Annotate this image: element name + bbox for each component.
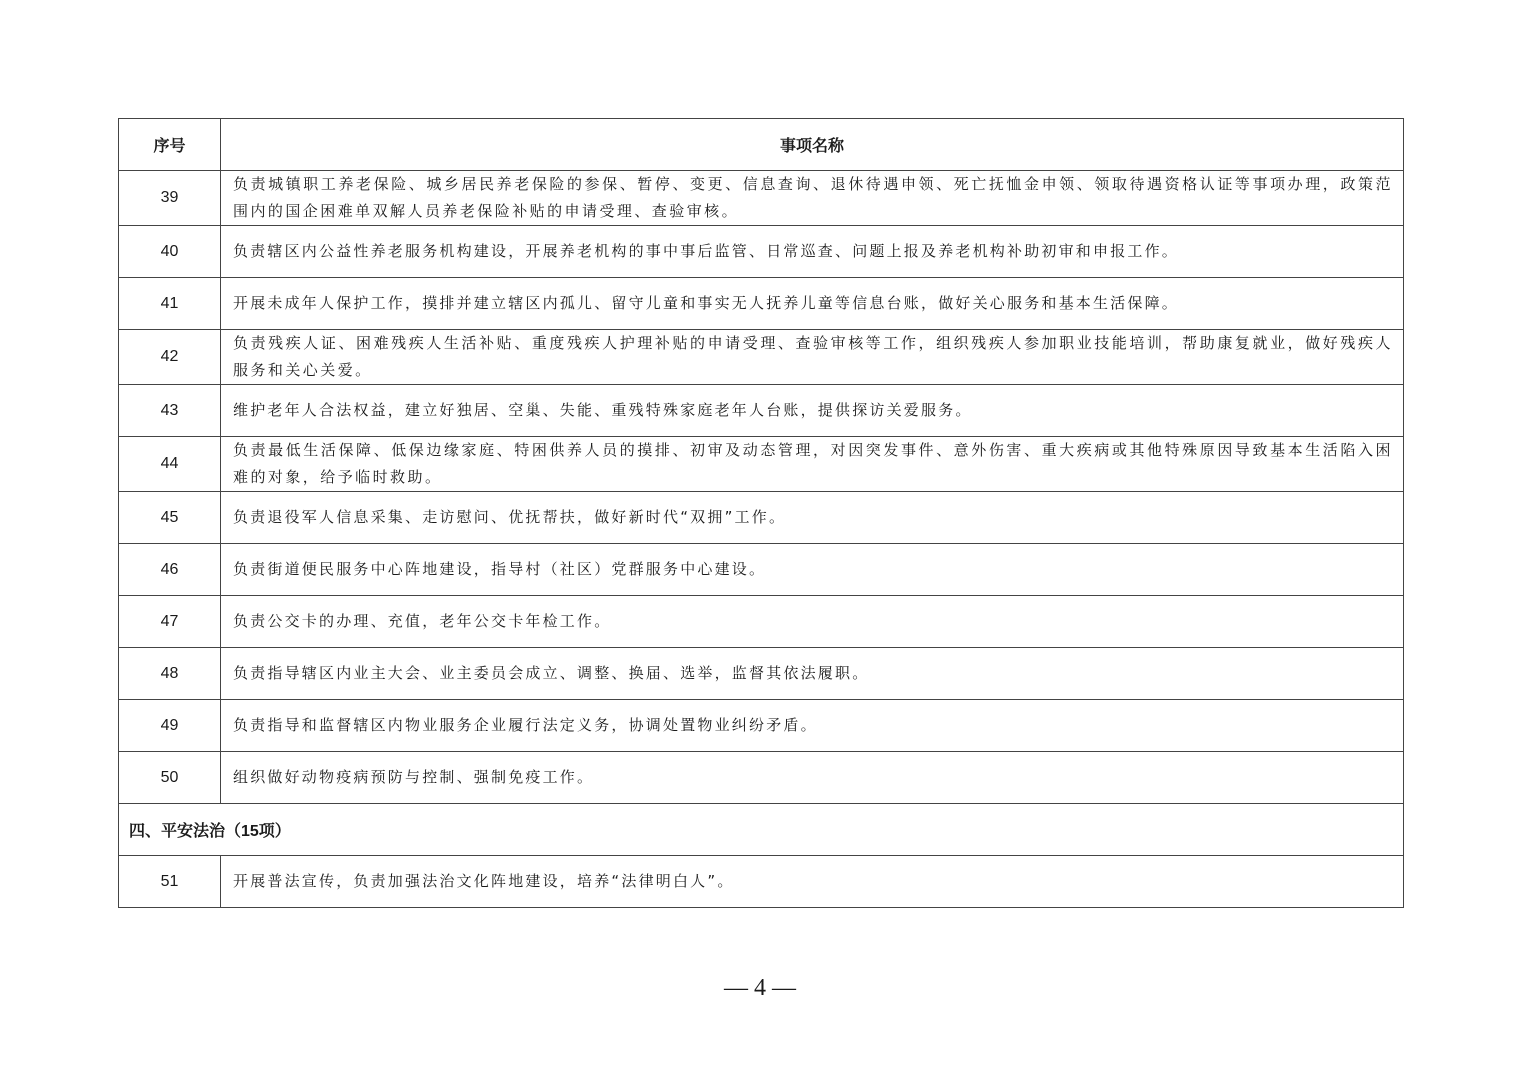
table-row [119,385,1404,437]
table-row [119,700,1404,752]
row-description: 组织做好动物疫病预防与控制、强制免疫工作。 [221,752,1404,804]
row-number: 45 [119,492,221,544]
table-row [119,278,1404,330]
row-number: 49 [119,700,221,752]
table-row [119,330,1404,385]
row-number: 46 [119,544,221,596]
row-number: 48 [119,648,221,700]
row-number: 44 [119,437,221,492]
row-description: 负责公交卡的办理、充值，老年公交卡年检工作。 [221,596,1404,648]
row-number: 39 [119,171,221,226]
row-number: 42 [119,330,221,385]
table-row [119,856,1404,908]
row-description: 负责指导辖区内业主大会、业主委员会成立、调整、换届、选举，监督其依法履职。 [221,648,1404,700]
row-description: 开展未成年人保护工作，摸排并建立辖区内孤儿、留守儿童和事实无人抚养儿童等信息台账，做好关心服务和基本生活保障。 [221,278,1404,330]
row-number: 43 [119,385,221,437]
header-serial-number: 序号 [119,119,221,171]
row-number: 51 [119,856,221,908]
table-row [119,544,1404,596]
row-description: 负责辖区内公益性养老服务机构建设，开展养老机构的事中事后监管、日常巡查、问题上报及养老机构补助初审和申报工作。 [221,226,1404,278]
page-number: — 4 — [724,975,796,1001]
row-description: 负责残疾人证、困难残疾人生活补贴、重度残疾人护理补贴的申请受理、查验审核等工作，组织残疾人参加职业技能培训，帮助康复就业，做好残疾人服务和关心关爱。 [221,330,1404,385]
row-description: 负责街道便民服务中心阵地建设，指导村（社区）党群服务中心建设。 [221,544,1404,596]
table-row [119,648,1404,700]
row-number: 47 [119,596,221,648]
table-row [119,596,1404,648]
header-item-name: 事项名称 [221,119,1404,171]
row-description: 负责退役军人信息采集、走访慰问、优抚帮扶，做好新时代“双拥”工作。 [221,492,1404,544]
row-number: 40 [119,226,221,278]
row-description: 维护老年人合法权益，建立好独居、空巢、失能、重残特殊家庭老年人台账，提供探访关爱服务。 [221,385,1404,437]
table-row [119,171,1404,226]
row-number: 50 [119,752,221,804]
table-header-row [119,119,1404,171]
section-title: 四、平安法治（15项） [119,804,1404,856]
row-description: 负责指导和监督辖区内物业服务企业履行法定义务，协调处置物业纠纷矛盾。 [221,700,1404,752]
row-description: 开展普法宣传，负责加强法治文化阵地建设，培养“法律明白人”。 [221,856,1404,908]
table-row [119,492,1404,544]
table-row [119,437,1404,492]
table-row [119,752,1404,804]
items-table [118,118,1404,908]
section-header-row [119,804,1404,856]
table-row [119,226,1404,278]
row-description: 负责最低生活保障、低保边缘家庭、特困供养人员的摸排、初审及动态管理，对因突发事件、意外伤害、重大疾病或其他特殊原因导致基本生活陷入困难的对象，给予临时救助。 [221,437,1404,492]
row-description: 负责城镇职工养老保险、城乡居民养老保险的参保、暂停、变更、信息查询、退休待遇申领、死亡抚恤金申领、领取待遇资格认证等事项办理，政策范围内的国企困难单双解人员养老保险补贴的申请受理、查验审核。 [221,171,1404,226]
row-number: 41 [119,278,221,330]
